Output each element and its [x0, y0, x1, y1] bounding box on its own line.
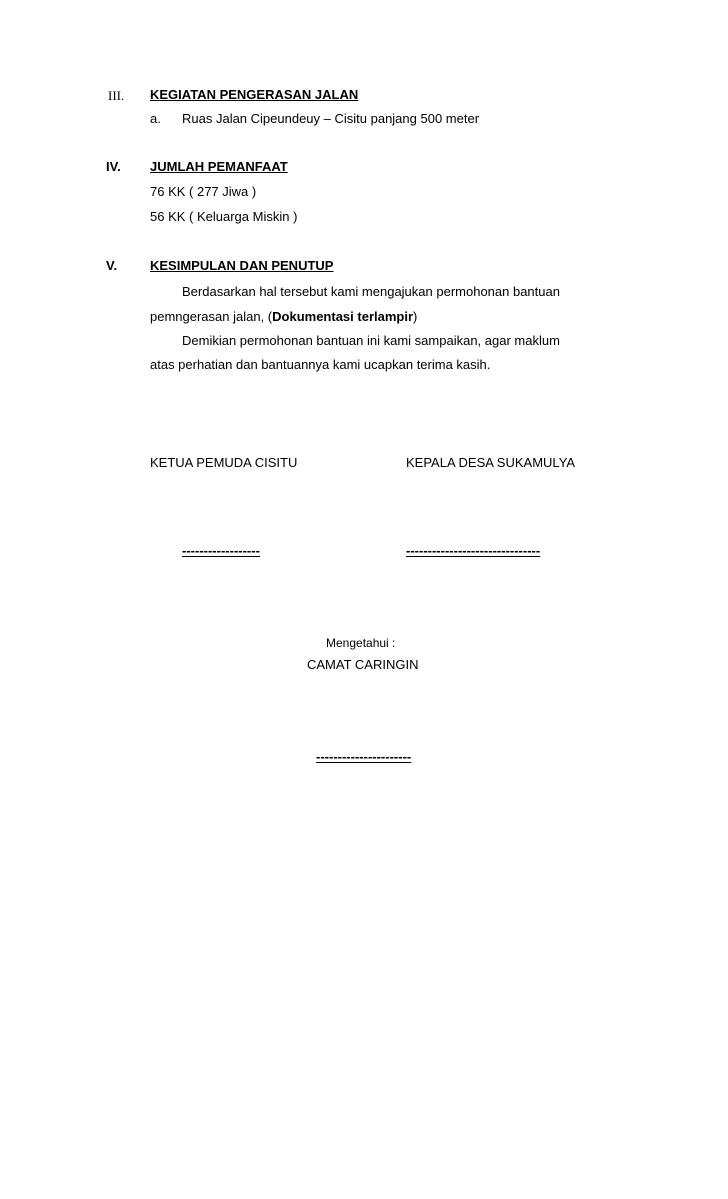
camat-signature-line: ---------------------- [316, 749, 412, 764]
paragraph-1-line-2 [150, 309, 417, 325]
section-3-number: III. [108, 88, 125, 103]
left-signatory-title: KETUA PEMUDA CISITU [150, 455, 298, 470]
paragraph-1-line-2-post: ) [413, 309, 418, 324]
section-4-heading: JUMLAH PEMANFAAT [150, 159, 288, 174]
section-3-heading: KEGIATAN PENGERASAN JALAN [150, 87, 359, 102]
section-5-number: V. [106, 258, 118, 273]
camat-title: CAMAT CARINGIN [307, 657, 419, 672]
paragraph-1-line-1: Berdasarkan hal tersebut kami mengajukan permohonan bantuan [182, 284, 560, 299]
paragraph-1-line-2-pre: pemngerasan jalan, ( [150, 309, 273, 324]
section-3-item-letter: a. [150, 111, 161, 126]
acknowledge-label: Mengetahui : [326, 636, 396, 650]
right-signatory-title: KEPALA DESA SUKAMULYA [406, 455, 576, 470]
paragraph-2-line-1: Demikian permohonan bantuan ini kami sampaikan, agar maklum [182, 333, 560, 348]
section-4-line-1: 76 KK ( 277 Jiwa ) [150, 184, 257, 199]
section-4-line-2: 56 KK ( Keluarga Miskin ) [150, 209, 298, 224]
paragraph-2-line-2: atas perhatian dan bantuannya kami ucapkan terima kasih. [150, 357, 491, 372]
section-4-number: IV. [106, 159, 121, 174]
attachment-note: Dokumentasi terlampir [272, 309, 414, 324]
section-5-heading: KESIMPULAN DAN PENUTUP [150, 258, 334, 273]
right-signature-line: ------------------------------- [406, 543, 541, 558]
left-signature-line: ------------------ [182, 543, 260, 558]
section-3-item-text: Ruas Jalan Cipeundeuy – Cisitu panjang 500 meter [182, 111, 480, 126]
